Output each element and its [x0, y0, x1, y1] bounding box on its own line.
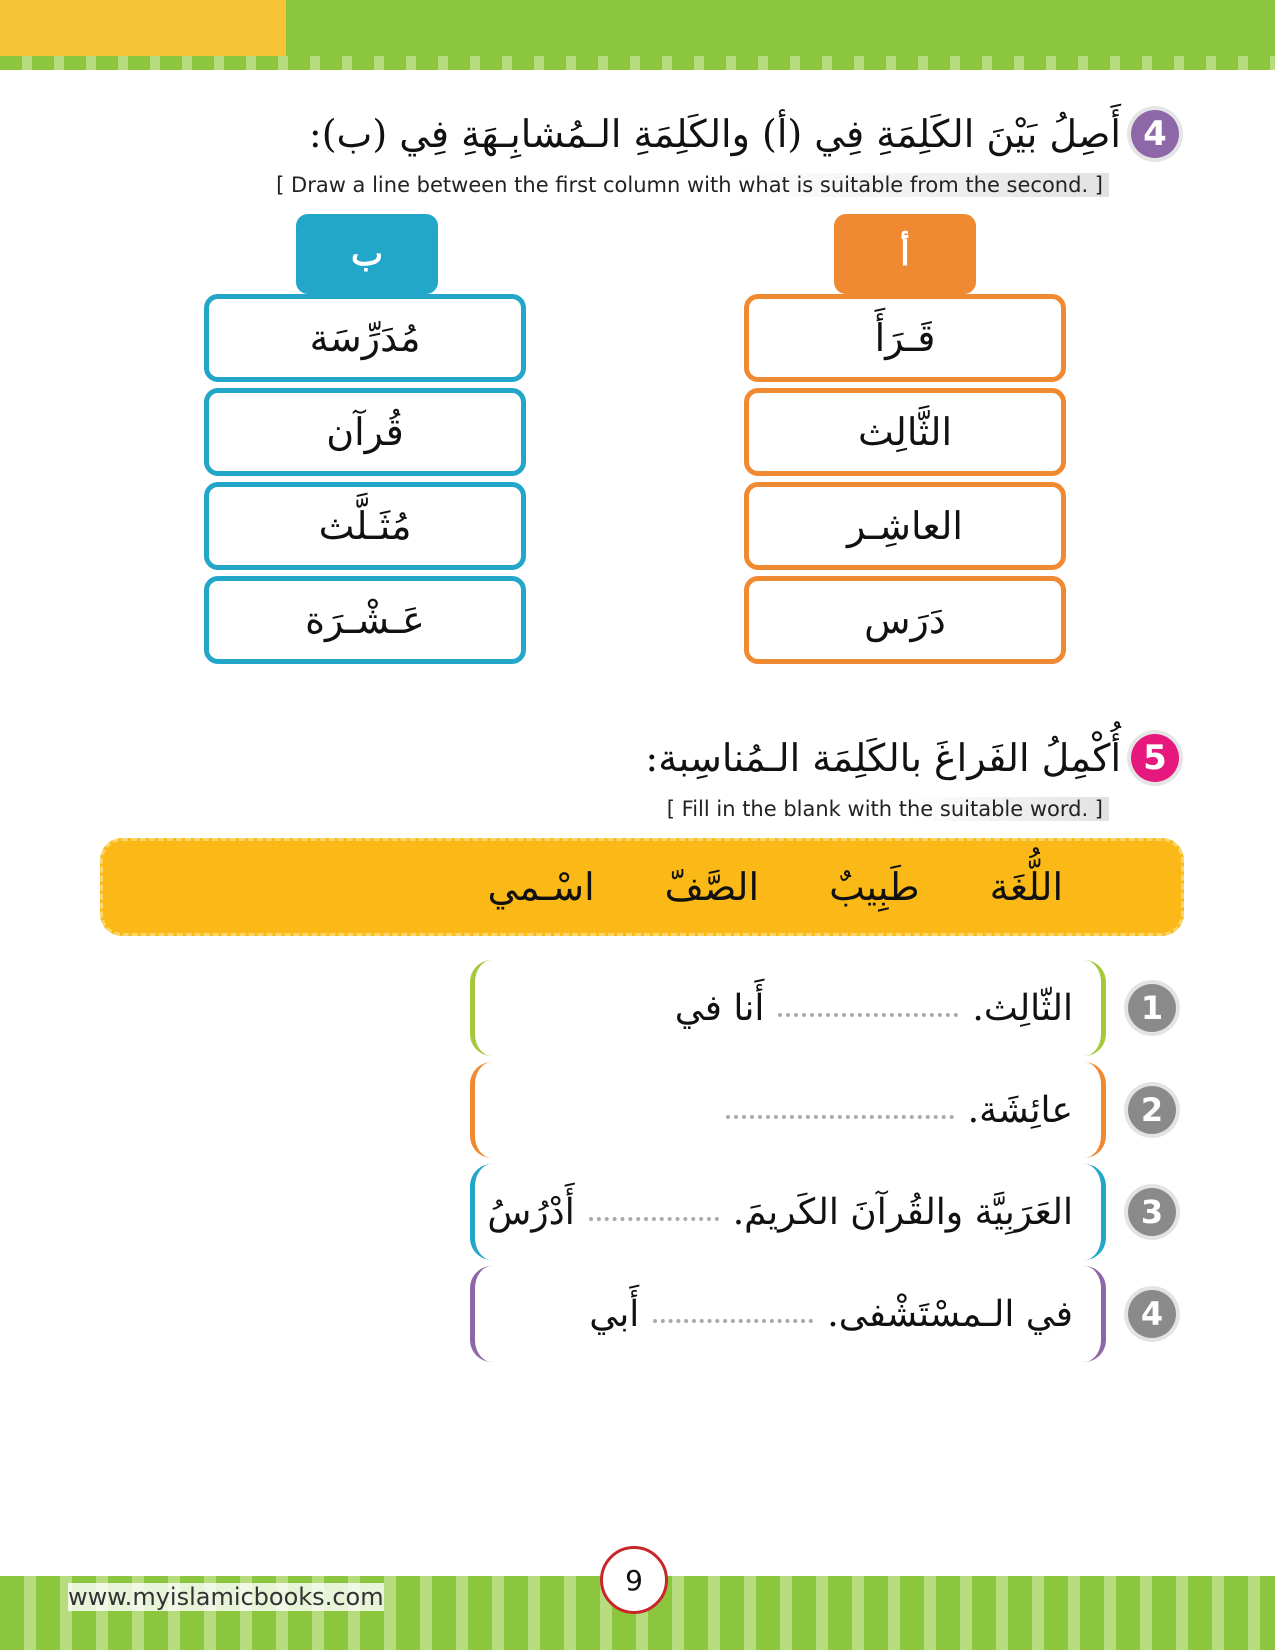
word-bank-item[interactable]: الصَّفّ: [664, 865, 760, 909]
sentence-after: العَرَبِيَّة والقُرآنَ الكَريمَ.: [732, 1191, 1073, 1233]
sentence-before: أَنا في: [674, 987, 765, 1029]
top-band-yellow: [0, 0, 286, 56]
word-bank-item[interactable]: اسْـمي: [487, 865, 595, 909]
blank-input[interactable]: [778, 999, 958, 1017]
column-b-item[interactable]: قُرآن: [204, 388, 526, 476]
sentence-number-2: 2: [1128, 1086, 1176, 1134]
footer-url[interactable]: www.myislamicbooks.com: [68, 1583, 384, 1611]
word-bank: [100, 838, 1184, 936]
sentence-number-4: 4: [1128, 1290, 1176, 1338]
blank-input[interactable]: [589, 1203, 719, 1221]
exercise-5-number: 5: [1131, 734, 1179, 782]
column-a-item[interactable]: قَـرَأَ: [744, 294, 1066, 382]
sentence-number-3: 3: [1128, 1188, 1176, 1236]
sentence-after: الثّالِث.: [972, 987, 1073, 1029]
sentence-after: في الـمسْتَشْفى.: [827, 1293, 1073, 1335]
exercise-5-title: أُكْمِلُ الفَراغَ بالكَلِمَة الـمُناسِبة:: [645, 736, 1121, 780]
exercise-4-title: أَصِلُ بَيْنَ الكَلِمَةِ فِي (أ) والكَلِمَةِ الـمُشابِـهَةِ فِي (ب):: [308, 112, 1121, 156]
blank-input[interactable]: [653, 1305, 813, 1323]
page-number: 9: [600, 1546, 668, 1614]
column-a-item[interactable]: دَرَس: [744, 576, 1066, 664]
top-stripe: [0, 56, 1275, 70]
exercise-4-subtitle: [ Draw a line between the first column with what is suitable from the second. ]: [270, 173, 1109, 197]
column-b-item[interactable]: عَـشْـرَة: [204, 576, 526, 664]
blank-input[interactable]: [726, 1101, 954, 1119]
column-a-label: أ: [834, 214, 976, 294]
sentence-row-3: [470, 1164, 1106, 1260]
word-bank-item[interactable]: اللُّغَة: [989, 865, 1063, 909]
sentence-row-4: [470, 1266, 1106, 1362]
sentence-row-2: [470, 1062, 1106, 1158]
exercise-5-header: [645, 734, 1179, 782]
word-bank-item[interactable]: طَبِيبٌ: [829, 865, 920, 909]
exercise-5-subtitle: [ Fill in the blank with the suitable word. ]: [661, 797, 1109, 821]
top-band: [0, 0, 1275, 56]
sentence-after: عائِشَة.: [967, 1089, 1073, 1131]
column-b-item[interactable]: مُدَرِّسَة: [204, 294, 526, 382]
sentence-number-1: 1: [1128, 984, 1176, 1032]
column-a-item[interactable]: العاشِـر: [744, 482, 1066, 570]
exercise-4-number: 4: [1131, 110, 1179, 158]
sentence-before: أَبي: [589, 1293, 640, 1335]
column-b-label: ب: [296, 214, 438, 294]
column-b-item[interactable]: مُثَـلَّث: [204, 482, 526, 570]
sentence-before: أَدْرُسُ: [487, 1191, 575, 1233]
column-a-item[interactable]: الثَّالِث: [744, 388, 1066, 476]
exercise-4-header: [309, 110, 1179, 158]
sentence-row-1: [470, 960, 1106, 1056]
